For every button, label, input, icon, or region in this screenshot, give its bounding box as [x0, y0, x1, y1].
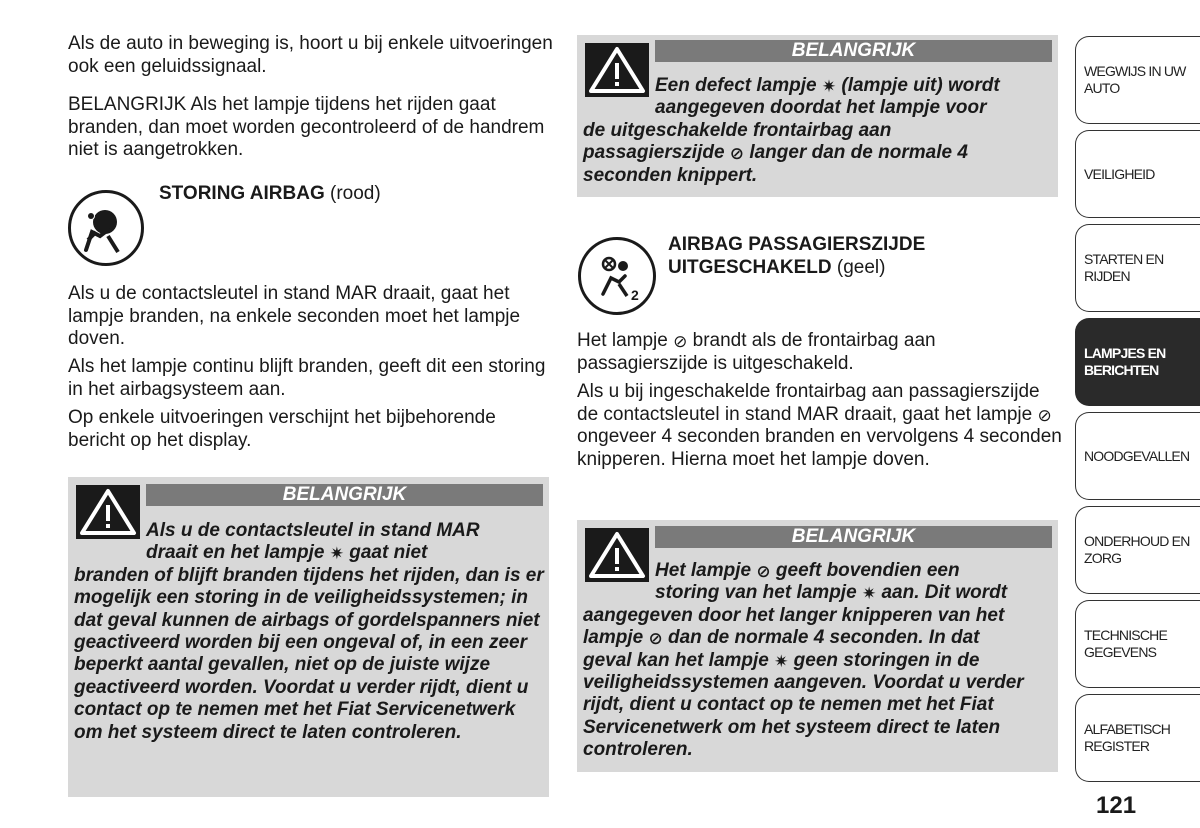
- warning-box: [577, 35, 1058, 197]
- warning-text: Een defect lampje ✷ (lampje uit) wordt aangegeven doordat het lampje voor de uitgeschakelde frontairbag aan passagierszijde ⊘ langer dan de normale 4 seconden knippert.: [583, 75, 1000, 186]
- airbag-warning-icon: ✷: [861, 584, 877, 604]
- airbag-warning-icon: ✷: [821, 77, 837, 96]
- airbag-warning-icon: ✷: [774, 651, 789, 671]
- svg-text:2: 2: [631, 287, 639, 302]
- tab-alfabetisch-register[interactable]: ALFABETISCH REGISTER: [1075, 694, 1200, 782]
- tab-veiligheid[interactable]: VEILIGHEID: [1075, 130, 1200, 218]
- passenger-airbag-off-icon: ⊘: [648, 629, 663, 649]
- paragraph: Het lampje ⊘ brandt als de frontairbag aan passagierszijde is uitgeschakeld.: [577, 330, 936, 374]
- passenger-airbag-off-icon: ⊘: [673, 332, 688, 351]
- airbag-warning-icon: ✷: [329, 544, 344, 564]
- passenger-airbag-off-icon: ⊘: [756, 562, 771, 581]
- airbag-warning-icon: [68, 190, 144, 266]
- passenger-airbag-off-icon: ⊘: [1037, 405, 1052, 425]
- tab-starten-en-rijden[interactable]: STARTEN EN RIJDEN: [1075, 224, 1200, 312]
- warning-box: [577, 520, 1058, 772]
- warning-box: [68, 477, 549, 797]
- tab-wegwijs[interactable]: WEGWIJS IN UW AUTO: [1075, 36, 1200, 124]
- warning-text: Als u de contactsleutel in stand MAR draait en het lampje ✷ gaat niet branden of blijft branden tijdens het rijden, dan is er mogelijk een storing in de veiligheidssystemen; in dat geval kunnen de airbags of gordelspanners niet geactiveerd worden bij een ongeval of, in een zeer beperkt aantal gevallen, niet op de juiste wijze geactiveerd worden. Voordat u verder rijdt, dient u contact op te nemen met het Fiat Servicenetwerk om het systeem direct te laten controleren.: [74, 520, 544, 743]
- section-heading: AIRBAG PASSAGIERSZIJDE UITGESCHAKELD (geel): [668, 234, 926, 278]
- warning-title: BELANGRIJK: [655, 526, 1052, 548]
- tab-lampjes-en-berichten[interactable]: LAMPJES EN BERICHTEN: [1075, 318, 1200, 406]
- paragraph: Als u de contactsleutel in stand MAR draait, gaat het lampje branden, na enkele seconden moet het lampje doven.: [68, 283, 521, 349]
- passenger-airbag-off-icon: [578, 237, 656, 315]
- tab-noodgevallen[interactable]: NOODGEVALLEN: [1075, 412, 1200, 500]
- paragraph: Op enkele uitvoeringen verschijnt het bijbehorende bericht op het display.: [68, 407, 496, 451]
- warning-title: BELANGRIJK: [655, 40, 1052, 62]
- warning-text: Het lampje ⊘ geeft bovendien een storing van het lampje ✷ aan. Dit wordt aangegeven door het langer knipperen van het lampje ⊘ dan de normale 4 seconden. In dat geval kan het lampje ✷ geen storingen in de veiligheidssystemen aangeven. Voordat u verder rijdt, dient u contact op te nemen met het Fiat Servicenetwerk om het systeem direct te laten controleren.: [583, 560, 1024, 761]
- tab-onderhoud-en-zorg[interactable]: ONDERHOUD EN ZORG: [1075, 506, 1200, 594]
- paragraph: Als u bij ingeschakelde frontairbag aan passagierszijde de contactsleutel in stand MAR draait, gaat het lampje ⊘ ongeveer 4 seconden branden en vervolgens 4 seconden knipperen. Hierna moet het lampje doven.: [577, 381, 1062, 470]
- paragraph: Als het lampje continu blijft branden, geeft dit een storing in het airbagsysteem aan.: [68, 356, 546, 400]
- paragraph: BELANGRIJK Als het lampje tijdens het rijden gaat branden, dan moet worden gecontroleerd of de handrem niet is aangetrokken.: [68, 94, 545, 160]
- section-heading: STORING AIRBAG (rood): [159, 183, 381, 204]
- tab-technische-gegevens[interactable]: TECHNISCHE GEGEVENS: [1075, 600, 1200, 688]
- page-number: 121: [1096, 792, 1137, 819]
- passenger-airbag-off-icon: ⊘: [729, 144, 745, 164]
- warning-title: BELANGRIJK: [146, 484, 543, 506]
- paragraph: Als de auto in beweging is, hoort u bij enkele uitvoeringen ook een geluidssignaal.: [68, 33, 553, 77]
